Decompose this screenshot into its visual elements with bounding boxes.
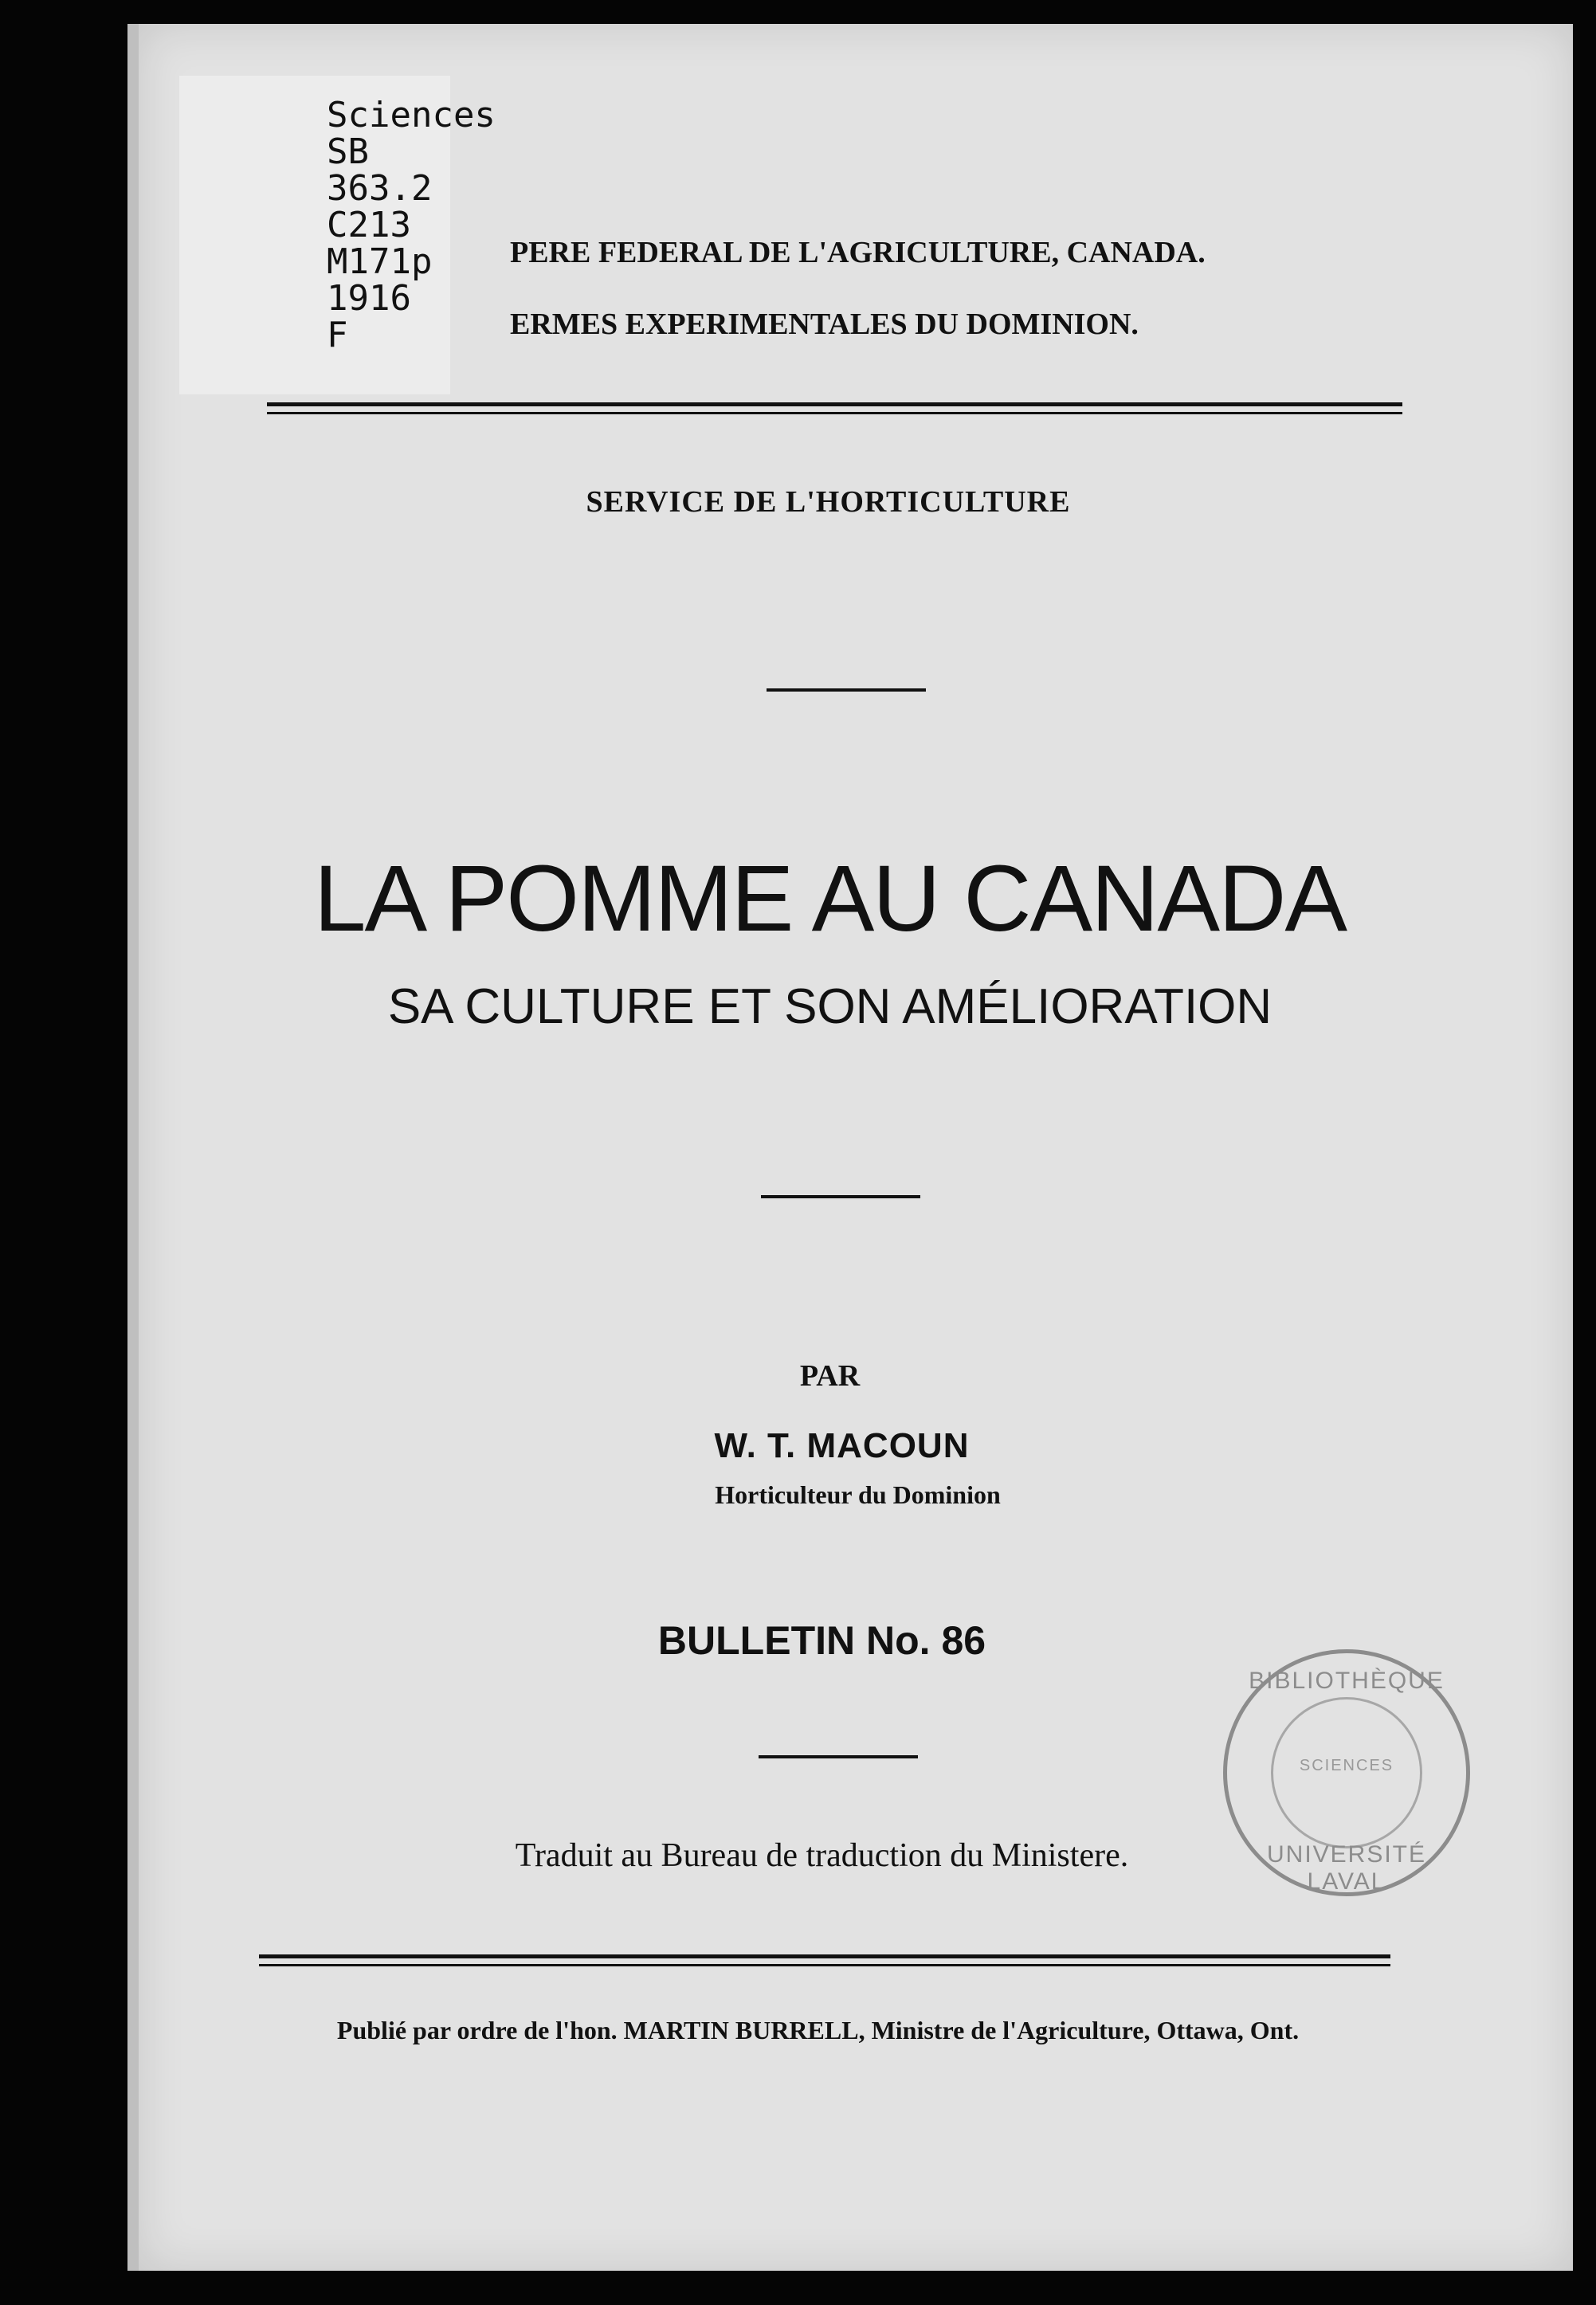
footer-rule-bottom xyxy=(259,1964,1390,1966)
author-name: W. T. MACOUN xyxy=(714,1426,970,1465)
translation-note: Traduit au Bureau de traduction du Ministere. xyxy=(515,1837,1129,1874)
library-stamp xyxy=(1223,1649,1470,1896)
author-role: Horticulteur du Dominion xyxy=(715,1480,1001,1509)
stamp-top-text: BIBLIOTHÈQUE xyxy=(1249,1668,1445,1694)
farms-header: ERMES EXPERIMENTALES DU DOMINION. xyxy=(510,308,1139,341)
divider-rule xyxy=(761,1195,920,1198)
service-heading: SERVICE DE L'HORTICULTURE xyxy=(586,485,1071,519)
divider-rule xyxy=(767,688,926,692)
bulletin-number: BULLETIN No. 86 xyxy=(657,1618,986,1663)
call-number-line: 363.2 xyxy=(327,168,433,209)
call-number-line: F xyxy=(327,315,348,355)
header-rule-bottom xyxy=(267,412,1402,414)
document-title: LA POMME AU CANADA xyxy=(313,846,1347,951)
call-number-line: M171p xyxy=(327,241,433,282)
call-number-line: 1916 xyxy=(327,278,411,319)
call-number-line: SB xyxy=(327,131,369,172)
publisher-line: Publié par ordre de l'hon. MARTIN BURRELL, Ministre de l'Agriculture, Ottawa, Ont. xyxy=(336,2016,1300,2044)
ministry-header: PERE FEDERAL DE L'AGRICULTURE, CANADA. xyxy=(510,236,1206,269)
stamp-bottom-text: UNIVERSITÉ LAVAL xyxy=(1266,1841,1427,1895)
call-number-line: C213 xyxy=(327,205,411,245)
stamp-middle-text: SCIENCES xyxy=(1299,1757,1394,1774)
footer-rule-top xyxy=(259,1954,1390,1958)
divider-rule xyxy=(759,1755,918,1758)
by-label: PAR xyxy=(799,1359,861,1393)
document-subtitle: SA CULTURE ET SON AMÉLIORATION xyxy=(387,979,1272,1034)
header-rule-top xyxy=(267,402,1402,406)
call-number-label xyxy=(179,76,496,394)
call-number-line: Sciences xyxy=(327,95,496,135)
